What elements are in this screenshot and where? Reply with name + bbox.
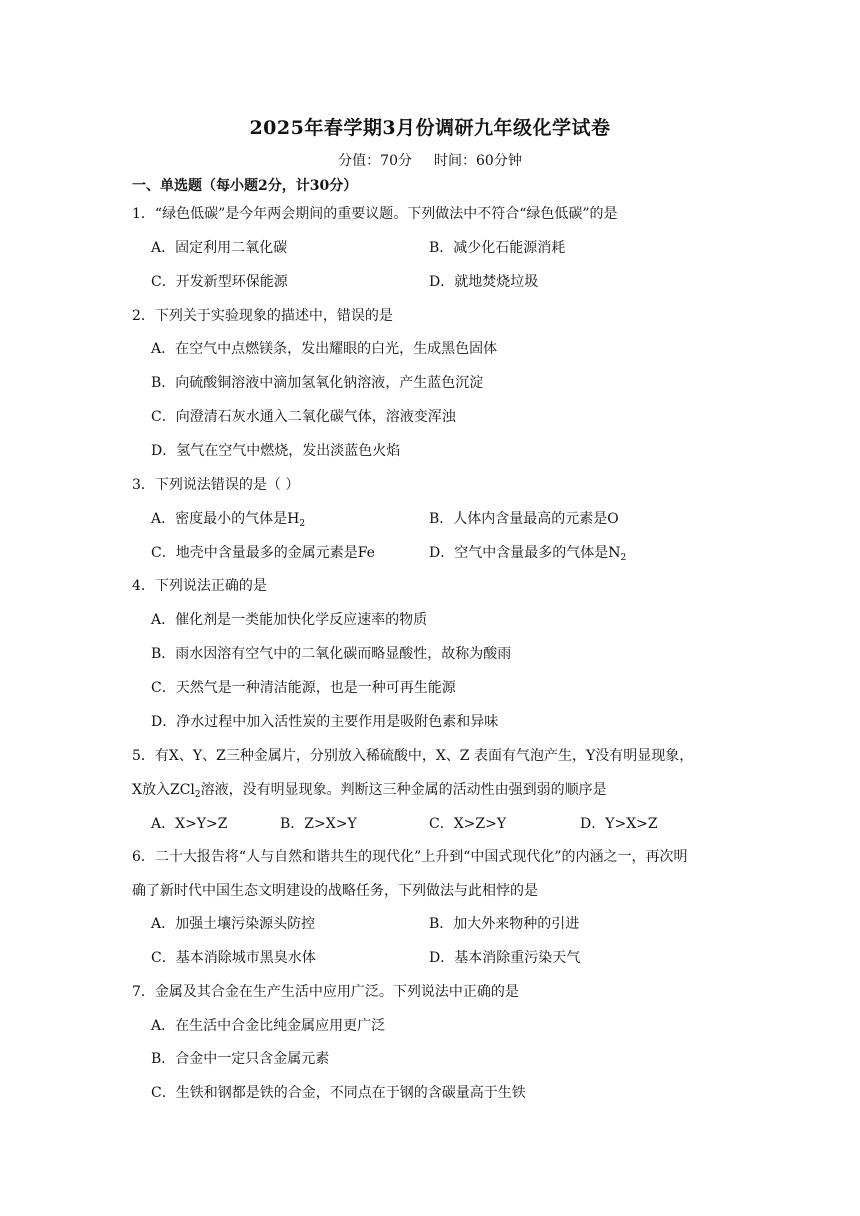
time-info: 时间：60分钟 (434, 153, 522, 169)
question-5-option-a: A．X>Y>Z (151, 816, 228, 832)
subscript: 2 (620, 553, 627, 563)
question-3-option-d (429, 542, 626, 562)
question-7-option-b: B．合金中一定只含金属元素 (151, 1051, 330, 1067)
question-3-option-b: B．人体内含量最高的元素是O (429, 511, 619, 527)
question-6-option-b: B．加大外来物种的引进 (429, 916, 580, 932)
question-5-option-b: B．Z>X>Y (280, 816, 357, 832)
question-3-stem: 3．下列说法错误的是（ ） (132, 477, 300, 493)
question-4-option-b: B．雨水因溶有空气中的二氧化碳而略显酸性，故称为酸雨 (151, 646, 512, 662)
question-5-line-2 (132, 779, 607, 799)
question-5-option-c: C．X>Z>Y (429, 816, 507, 832)
question-2-option-d: D．氢气在空气中燃烧，发出淡蓝色火焰 (151, 443, 401, 459)
question-7-stem: 7．金属及其合金在生产生活中应用广泛。下列说法中正确的是 (132, 984, 519, 1000)
question-6-option-c: C．基本消除城市黑臭水体 (151, 950, 316, 966)
option-text: A．密度最小的气体是H (151, 511, 300, 527)
question-4-option-a: A．催化剂是一类能加快化学反应速率的物质 (151, 612, 428, 628)
question-2-option-a: A．在空气中点燃镁条，发出耀眼的白光，生成黑色固体 (151, 341, 498, 357)
stem-text: 溶液，没有明显现象。判断这三种金属的活动性由强到弱的顺序是 (200, 782, 607, 798)
section-heading: 一、单选题（每小题2分，计30分） (132, 178, 358, 194)
question-4-option-c: C．天然气是一种清洁能源，也是一种可再生能源 (151, 680, 456, 696)
question-2-stem: 2．下列关于实验现象的描述中，错误的是 (132, 308, 393, 324)
question-5-option-d: D．Y>X>Z (580, 816, 658, 832)
question-1-option-a: A．固定利用二氧化碳 (151, 240, 288, 256)
question-1-option-d: D．就地焚烧垃圾 (429, 274, 539, 290)
question-2-option-b: B．向硫酸铜溶液中滴加氢氧化钠溶液，产生蓝色沉淀 (151, 375, 484, 391)
question-4-option-d: D．净水过程中加入活性炭的主要作用是吸附色素和异味 (151, 714, 499, 730)
question-3-option-a (151, 508, 305, 528)
question-3-option-c: C．地壳中含量最多的金属元素是Fe (151, 545, 375, 561)
question-6-option-d: D．基本消除重污染天气 (429, 950, 581, 966)
question-6-line-2: 确了新时代中国生态文明建设的战略任务，下列做法与此相悖的是 (132, 883, 538, 899)
exam-title: 2025年春学期3月份调研九年级化学试卷 (249, 117, 611, 139)
question-7-option-c: C．生铁和钢都是铁的合金，不同点在于钢的含碳量高于生铁 (151, 1085, 526, 1101)
subscript: 2 (299, 519, 306, 529)
question-1-option-c: C．开发新型环保能源 (151, 274, 288, 290)
score-info: 分值：70分 (338, 153, 412, 169)
question-6-option-a: A．加强土壤污染源头防控 (151, 916, 316, 932)
exam-meta (0, 150, 860, 170)
subscript: 2 (194, 790, 201, 800)
question-2-option-c: C．向澄清石灰水通入二氧化碳气体，溶液变浑浊 (151, 409, 456, 425)
question-7-option-a: A．在生活中合金比纯金属应用更广泛 (151, 1018, 386, 1034)
question-1-option-b: B．减少化石能源消耗 (429, 240, 566, 256)
stem-text: X放入ZCl (132, 782, 195, 798)
question-1-stem: 1．“绿色低碳”是今年两会期间的重要议题。下列做法中不符合“绿色低碳”的是 (132, 206, 618, 222)
question-5-line-1: 5．有X、Y、Z三种金属片，分别放入稀硫酸中，X、Z 表面有气泡产生，Y没有明显现象， (132, 748, 694, 764)
option-text: D．空气中含量最多的气体是N (429, 545, 621, 561)
question-6-line-1: 6．二十大报告将“人与自然和谐共生的现代化”上升到“中国式现代化”的内涵之一，再次明 (132, 849, 688, 865)
question-4-stem: 4．下列说法正确的是 (132, 578, 267, 594)
